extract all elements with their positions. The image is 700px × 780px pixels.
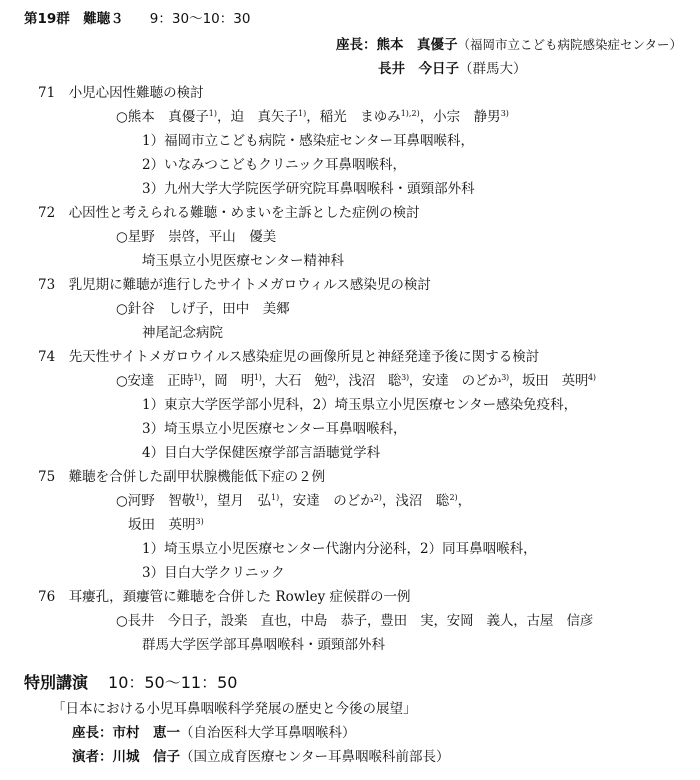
author-name: 坂田 英明 — [128, 517, 196, 533]
abstract-title-text: 先天性サイトメガロウイルス感染症児の画像所見と神経発達予後に関する検討 — [68, 349, 540, 365]
abstract-affiliation: 神尾記念病院 — [142, 325, 223, 341]
author-name: ○安達 正時 — [116, 373, 194, 389]
abstract-title-text: 難聴を合併した副甲状腺機能低下症の２例 — [68, 469, 326, 485]
author-name: ，坂田 英明 — [508, 373, 589, 389]
abstract-affiliation: 1）東京大学医学部小児科，2）埼玉県立小児医療センター感染免疫科， — [142, 397, 578, 413]
author-name: ，安達 のどか — [408, 373, 502, 389]
special-lecture-header — [24, 674, 237, 692]
session-time: 9：30〜10：30 — [149, 11, 251, 27]
author-name: ，小宗 静男 — [419, 109, 501, 125]
abstract-authors: ○針谷 しげ子，田中 美郷 — [116, 301, 290, 317]
author-sup: 1),2) — [400, 109, 420, 118]
chair-affil: （福岡市立こども病院感染症センター） — [457, 37, 683, 52]
abstract-title-text: 乳児期に難聴が進行したサイトメガロウィルス感染児の検討 — [68, 277, 431, 293]
author-name: ，望月 弘 — [203, 493, 271, 509]
speaker-name: 川城 信子 — [112, 749, 180, 765]
abstract-title — [38, 588, 411, 606]
abstract-authors — [116, 108, 509, 126]
abstract-title — [38, 468, 325, 486]
chair-affil: （自治医科大学耳鼻咽喉科） — [180, 725, 356, 741]
special-lecture-speaker — [72, 748, 449, 766]
special-lecture-label: 特別講演 — [24, 673, 89, 692]
abstract-affiliation: 1）福岡市立こども病院・感染症センター耳鼻咽喉科， — [142, 133, 475, 149]
author-name: ，浅沼 聡 — [381, 493, 450, 509]
abstract-affiliation: 群馬大学医学部耳鼻咽喉科・頭頸部外科 — [142, 637, 385, 653]
abstract-authors-continued — [128, 516, 204, 534]
author-name: ，迫 真矢子 — [217, 109, 298, 125]
author-sup: 3) — [195, 517, 204, 526]
author-name: ，浅沼 聡 — [335, 373, 402, 389]
abstract-authors — [116, 372, 596, 390]
chair-name: 熊本 真優子 — [376, 37, 458, 53]
session-chair-1 — [336, 36, 682, 54]
session-header — [24, 10, 250, 28]
abstract-affiliation: 3）九州大学大学院医学研究院耳鼻咽喉科・頭頸部外科 — [142, 181, 475, 197]
abstract-number: 73 — [38, 277, 56, 293]
special-lecture-chair — [72, 724, 356, 742]
speaker-label: 演者： — [72, 749, 113, 765]
chair-label: 座長： — [72, 725, 113, 741]
author-sup: 1) — [271, 493, 280, 502]
abstract-title — [38, 348, 539, 366]
abstract-title-text: 心因性と考えられる難聴・めまいを主訴とした症例の検討 — [68, 205, 420, 221]
abstract-affiliation: 4）目白大学保健医療学部言語聴覚学科 — [142, 445, 381, 461]
abstract-title — [38, 204, 420, 222]
abstract-affiliation: 3）目白大学クリニック — [142, 565, 285, 581]
author-sup: 1) — [298, 109, 307, 118]
abstract-number: 71 — [38, 85, 56, 101]
abstract-number: 76 — [38, 589, 56, 605]
abstract-affiliation: 3）埼玉県立小児医療センター耳鼻咽喉科， — [142, 421, 407, 437]
author-sup: 2) — [449, 493, 458, 502]
abstract-number: 74 — [38, 349, 56, 365]
author-sup: 1) — [208, 109, 217, 118]
abstract-authors: ○星野 崇啓，平山 優美 — [116, 229, 277, 245]
chair-name: 市村 恵一 — [112, 725, 180, 741]
abstract-number: 72 — [38, 205, 56, 221]
abstract-title — [38, 276, 431, 294]
chair-label: 座長： — [336, 37, 377, 53]
chair-name: 長井 今日子 — [378, 61, 459, 77]
session-title: 第19群 難聴３ — [24, 11, 124, 27]
abstract-number: 75 — [38, 469, 56, 485]
special-lecture-time: 10：50〜11：50 — [108, 673, 238, 692]
author-sup: 1) — [253, 373, 262, 382]
author-sup: 3) — [501, 373, 509, 382]
author-sup: 1) — [195, 493, 204, 502]
abstract-title-text: 耳瘻孔，頚瘻管に難聴を合併した Rowley 症候群の一例 — [68, 589, 411, 605]
abstract-affiliation: 埼玉県立小児医療センター精神科 — [142, 253, 344, 269]
author-sup: 3) — [500, 109, 509, 118]
abstract-authors: ○長井 今日子，設楽 直也，中島 恭子，豊田 実，安岡 義人，古屋 信彦 — [116, 613, 594, 629]
author-sup: 4) — [588, 373, 596, 382]
author-sup: 3) — [401, 373, 409, 382]
abstract-affiliation: 1）埼玉県立小児医療センター代謝内分泌科，2）同耳鼻咽喉科， — [142, 541, 537, 557]
author-name: ○熊本 真優子 — [116, 109, 209, 125]
chair-affil: （群馬大） — [459, 61, 527, 77]
abstract-affiliation: 2）いなみつこどもクリニック耳鼻咽喉科， — [142, 157, 407, 173]
speaker-affil: （国立成育医療センター耳鼻咽喉科前部長） — [180, 749, 450, 765]
session-chair-2 — [378, 60, 527, 78]
author-name: ，岡 明 — [201, 373, 254, 389]
author-sup: 2) — [327, 373, 336, 382]
abstract-authors — [116, 492, 471, 510]
author-sup: 1) — [193, 373, 202, 382]
author-name: ， — [457, 493, 472, 509]
special-lecture-title: 「日本における小児耳鼻咽喉科学発展の歴史と今後の展望」 — [52, 701, 417, 717]
author-name: ，稲光 まゆみ — [306, 109, 401, 125]
abstract-title — [38, 84, 204, 102]
author-sup: 2) — [373, 493, 382, 502]
author-name: ○河野 智敬 — [116, 493, 196, 509]
author-name: ，大石 勉 — [261, 373, 328, 389]
author-name: ，安達 のどか — [279, 493, 374, 509]
abstract-title-text: 小児心因性難聴の検討 — [68, 85, 204, 101]
